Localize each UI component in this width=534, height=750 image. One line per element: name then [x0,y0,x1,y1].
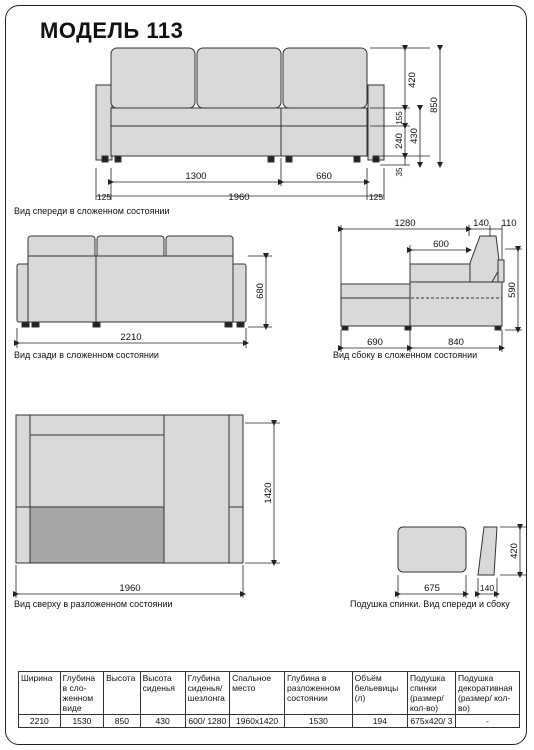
spec-header-cell: Подушка декоративная (размер/ кол-во) [455,672,519,715]
spec-value-cell: - [455,715,519,728]
spec-value-cell: 430 [140,715,185,728]
dim-cushion-140: 140 [479,583,495,593]
dim-front-125-left: 125 [96,192,112,202]
spec-header-cell: Глубина в разложенном состоянии [285,672,353,715]
dim-side-1280: 1280 [394,218,416,229]
cushion-drawing [398,527,497,575]
spec-value-row [19,715,520,728]
spec-value-cell: 850 [104,715,140,728]
dim-side-140: 140 [473,218,489,229]
dim-side-590: 590 [507,282,518,298]
dim-side-840: 840 [448,337,464,348]
dim-front-155: 155 [395,111,404,125]
dim-front-35: 35 [395,167,404,177]
back-view-drawing [17,236,246,327]
caption-cushion: Подушка спинки. Вид спереди и сбоку [350,599,510,609]
caption-front-folded: Вид спереди в сложенном состоянии [14,206,170,216]
spec-header-cell: Высота [104,672,140,715]
spec-value-cell: 194 [352,715,407,728]
spec-header-row [19,672,520,715]
spec-header-cell: Глубина сиденья/ шезлонга [185,672,229,715]
dim-cushion-675: 675 [424,583,440,594]
dim-front-850: 850 [429,97,440,113]
spec-value-cell: 600/ 1280 [185,715,229,728]
spec-header-cell: Объём бельевицы (л) [352,672,407,715]
spec-value-cell: 2210 [19,715,61,728]
dim-side-690: 690 [367,337,383,348]
spec-value-cell: 1960х1420 [230,715,285,728]
dim-side-600: 600 [433,239,449,250]
spec-header-cell: Спальное место [230,672,285,715]
dim-front-430: 430 [409,128,420,144]
caption-side-folded: Вид сбоку в сложенном состоянии [333,350,478,360]
spec-header-cell: Глубина в сло-женном виде [60,672,103,715]
dim-top-1420: 1420 [263,482,274,504]
spec-value-cell: 1530 [60,715,103,728]
dim-back-2210: 2210 [120,332,142,343]
dim-front-420: 420 [407,72,418,88]
dim-top-1960: 1960 [119,583,141,594]
page-title: МОДЕЛЬ 113 [40,18,184,43]
dim-cushion-420: 420 [509,543,520,559]
caption-top-unfolded: Вид сверху в разложенном состоянии [14,599,173,609]
dim-back-680: 680 [255,283,266,299]
dim-front-240: 240 [394,133,405,149]
dim-front-125-right: 125 [368,192,384,202]
dim-front-1960: 1960 [228,192,250,203]
spec-header-cell: Высота сиденья [140,672,185,715]
dim-front-660: 660 [316,171,332,182]
caption-back-folded: Вид сзади в сложенном состоянии [14,350,159,360]
spec-value-cell: 1530 [285,715,353,728]
front-view-drawing [96,48,384,162]
spec-header-cell: Подушка спинки (размер/ кол-во) [407,672,455,715]
spec-value-cell: 675х420/ 3 [407,715,455,728]
dim-side-110: 110 [501,218,517,229]
top-view-drawing [16,415,243,563]
spec-table [18,671,520,728]
dim-front-1300: 1300 [185,171,207,182]
spec-header-cell: Ширина [19,672,61,715]
